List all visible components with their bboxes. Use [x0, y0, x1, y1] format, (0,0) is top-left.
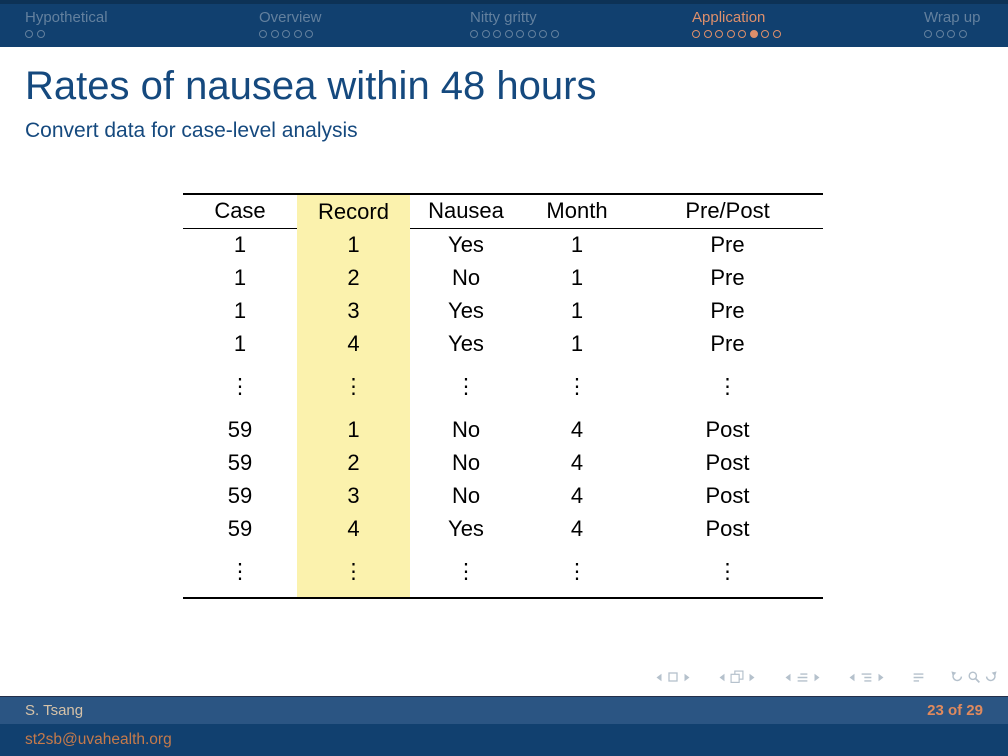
table-cell: ⋮ — [566, 559, 588, 583]
frame-dot[interactable] — [738, 30, 746, 38]
table-cell: 4 — [570, 449, 584, 475]
nav-frame-dots — [692, 30, 784, 40]
table-cell: 1 — [570, 231, 584, 257]
frame-dot[interactable] — [924, 30, 932, 38]
table-cell: 1 — [297, 228, 410, 261]
page-title: Rates of nausea within 48 hours — [25, 64, 597, 108]
section-icon[interactable] — [860, 671, 873, 684]
table-cell: ⋮ — [297, 360, 410, 413]
page-counter: 23 of 29 — [927, 702, 983, 719]
prev-frame-icon[interactable] — [717, 672, 727, 683]
table-cell: 4 — [570, 416, 584, 442]
frame-dot[interactable] — [259, 30, 267, 38]
back-icon[interactable] — [950, 670, 964, 684]
frame-dot[interactable] — [470, 30, 478, 38]
column-header: Nausea — [410, 194, 522, 228]
table-row — [183, 413, 823, 446]
table-cell: Post — [705, 416, 750, 442]
footer-author-bar — [0, 696, 1008, 724]
frame-dot[interactable] — [761, 30, 769, 38]
table-cell: 3 — [297, 479, 410, 512]
table-cell: No — [451, 482, 481, 508]
frame-dot[interactable] — [282, 30, 290, 38]
footer-author: S. Tsang — [25, 702, 84, 719]
slide-icon[interactable] — [667, 671, 679, 683]
table-cell: Pre — [710, 231, 745, 257]
table-row — [183, 294, 823, 327]
case-level-table-container — [183, 193, 823, 599]
column-header: Case — [183, 194, 297, 228]
table-cell: No — [451, 449, 481, 475]
prev-section-icon[interactable] — [847, 672, 857, 683]
nav-section-label: Wrap up — [924, 9, 981, 26]
search-icon[interactable] — [967, 670, 981, 684]
table-cell: Pre — [710, 330, 745, 356]
frame-dot[interactable] — [516, 30, 524, 38]
nav-symbol-group — [910, 671, 926, 684]
frame-dot[interactable] — [493, 30, 501, 38]
table-cell: ⋮ — [229, 559, 251, 583]
frame-dot[interactable] — [37, 30, 45, 38]
table-cell: Post — [705, 482, 750, 508]
table-row — [183, 261, 823, 294]
frame-dot[interactable] — [25, 30, 33, 38]
frame-dot[interactable] — [528, 30, 536, 38]
frame-dot[interactable] — [773, 30, 781, 38]
table-cell: ⋮ — [229, 375, 251, 398]
frame-dot[interactable] — [947, 30, 955, 38]
frame-dot[interactable] — [692, 30, 700, 38]
nav-section-label: Overview — [259, 9, 322, 26]
column-header: Pre/Post — [632, 194, 823, 228]
nav-section-label: Application — [692, 9, 766, 26]
table-row — [183, 545, 823, 598]
table-row — [183, 360, 823, 413]
next-subsection-icon[interactable] — [812, 672, 822, 683]
table-row — [183, 512, 823, 545]
table-row — [183, 327, 823, 360]
table-cell: Yes — [448, 330, 484, 356]
table-cell: No — [451, 264, 481, 290]
table-cell: 1 — [233, 297, 247, 323]
column-header: Month — [522, 194, 632, 228]
case-level-table — [183, 193, 823, 599]
page-subtitle: Convert data for case-level analysis — [25, 119, 358, 142]
table-cell: Post — [705, 515, 750, 541]
frame-dot[interactable] — [505, 30, 513, 38]
table-cell: No — [451, 416, 481, 442]
prev-subsection-icon[interactable] — [783, 672, 793, 683]
table-cell: Yes — [448, 515, 484, 541]
table-cell: 4 — [297, 327, 410, 360]
frame-dot[interactable] — [294, 30, 302, 38]
table-cell: ⋮ — [455, 375, 477, 398]
next-frame-icon[interactable] — [747, 672, 757, 683]
table-cell: Pre — [710, 264, 745, 290]
frame-dot[interactable] — [539, 30, 547, 38]
nav-frame-dots — [25, 30, 108, 40]
nav-section-label: Hypothetical — [25, 9, 108, 26]
nav-frame-dots — [259, 30, 322, 40]
table-cell: 3 — [297, 294, 410, 327]
table-row — [183, 228, 823, 261]
beamer-navigation-strip — [652, 668, 1000, 686]
table-cell: 59 — [227, 515, 253, 541]
forward-icon[interactable] — [984, 670, 998, 684]
column-header: Record — [297, 194, 410, 228]
footer-email-bar — [0, 724, 1008, 756]
table-cell: 2 — [297, 446, 410, 479]
nav-symbol-group — [652, 671, 693, 683]
footer-email: st2sb@uvahealth.org — [25, 731, 172, 748]
table-cell: 4 — [297, 512, 410, 545]
table-row — [183, 479, 823, 512]
nav-frame-dots — [470, 30, 562, 40]
table-cell: 2 — [297, 261, 410, 294]
table-cell: ⋮ — [566, 375, 588, 398]
nav-section-overview[interactable] — [259, 9, 322, 40]
table-cell: 1 — [233, 231, 247, 257]
frame-dot[interactable] — [551, 30, 559, 38]
table-cell: 4 — [570, 515, 584, 541]
frame-dot[interactable] — [959, 30, 967, 38]
frame-dot[interactable] — [482, 30, 490, 38]
frame-dot[interactable] — [305, 30, 313, 38]
nav-section-hypothetical[interactable] — [25, 9, 108, 40]
table-cell: 1 — [233, 264, 247, 290]
table-cell: ⋮ — [455, 559, 477, 583]
nav-section-nitty-gritty[interactable] — [470, 9, 562, 40]
table-cell: 1 — [297, 413, 410, 446]
nav-symbol-group — [716, 670, 759, 684]
frame-icon[interactable] — [730, 670, 744, 684]
table-cell: 59 — [227, 449, 253, 475]
table-cell: 59 — [227, 416, 253, 442]
table-cell: 59 — [227, 482, 253, 508]
table-cell: Yes — [448, 231, 484, 257]
table-cell: Pre — [710, 297, 745, 323]
appendix-icon[interactable] — [912, 671, 925, 684]
nav-symbol-group — [949, 670, 1000, 684]
table-header — [183, 194, 823, 228]
table-cell: 1 — [233, 330, 247, 356]
nav-symbol-group — [846, 671, 888, 684]
next-section-icon[interactable] — [876, 672, 886, 683]
section-navigation-bar — [0, 0, 1008, 47]
frame-dot[interactable] — [704, 30, 712, 38]
nav-section-application[interactable] — [692, 9, 784, 40]
next-slide-icon[interactable] — [682, 672, 692, 683]
frame-dot[interactable] — [727, 30, 735, 38]
table-cell: 1 — [570, 264, 584, 290]
current-frame-dot[interactable] — [750, 30, 758, 38]
table-cell: 1 — [570, 330, 584, 356]
nav-frame-dots — [924, 30, 980, 40]
nav-section-wrap-up[interactable] — [924, 9, 980, 40]
nav-section-label: Nitty gritty — [470, 9, 537, 26]
table-cell: Post — [705, 449, 750, 475]
table-cell: Yes — [448, 297, 484, 323]
frame-dot[interactable] — [936, 30, 944, 38]
table-cell: 1 — [570, 297, 584, 323]
table-body — [183, 228, 823, 598]
frame-dot[interactable] — [271, 30, 279, 38]
table-cell: ⋮ — [297, 545, 410, 598]
frame-dot[interactable] — [715, 30, 723, 38]
table-cell: 4 — [570, 482, 584, 508]
subsection-icon[interactable] — [796, 671, 809, 684]
table-cell: ⋮ — [717, 375, 738, 398]
prev-slide-icon[interactable] — [654, 672, 664, 683]
table-cell: ⋮ — [717, 559, 738, 583]
table-row — [183, 446, 823, 479]
nav-symbol-group — [781, 671, 823, 684]
